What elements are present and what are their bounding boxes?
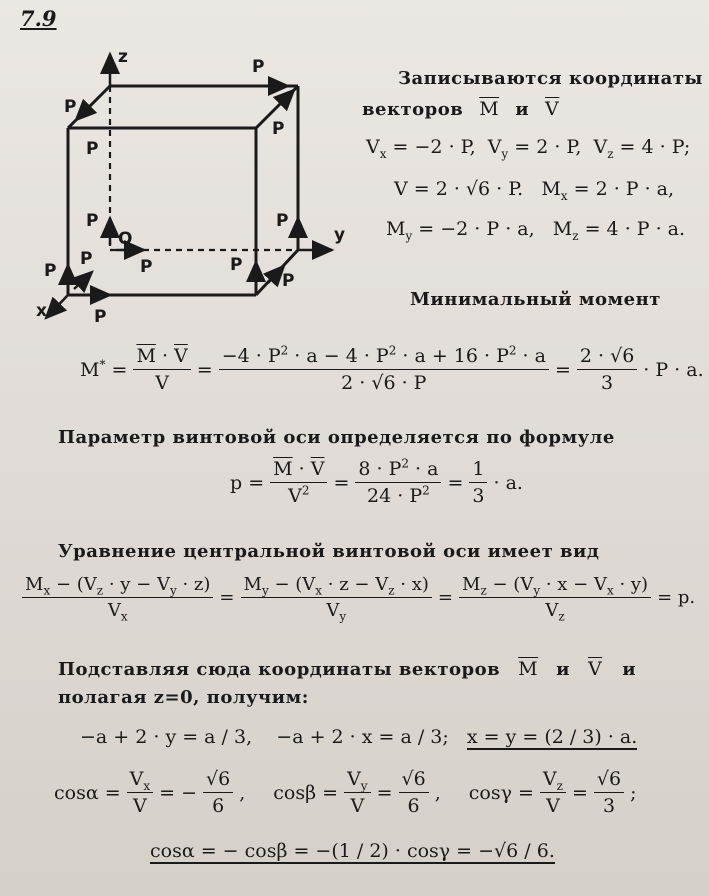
- final-relation: cosα = − cosβ = −(1 / 2) · cosγ = −√6 / 6.: [150, 840, 555, 862]
- solution-line-eq: −a + 2 · y = a / 3, −a + 2 · x = a / 3; x = y = (2 / 3) · a.: [80, 726, 638, 748]
- central-axis-title: Уравнение центральной винтовой оси имеет вид: [58, 541, 600, 562]
- vector-v-symbol: $\overline{V}$: [587, 658, 603, 680]
- conjunction-and: и: [622, 658, 637, 680]
- min-moment-title: Минимальный момент: [410, 289, 661, 310]
- subst-line-2: полагая z=0, получим:: [58, 687, 309, 708]
- origin-label: O: [118, 229, 133, 249]
- force-label: P: [86, 139, 99, 159]
- solution-result: x = y = (2 / 3) · a.: [466, 726, 638, 748]
- axis-label-y: y: [334, 225, 346, 245]
- intro-line-2-prefix: векторов: [362, 98, 464, 120]
- force-label: P: [94, 307, 107, 327]
- force-top-right-depth: [280, 90, 294, 104]
- x-axis: [46, 295, 68, 318]
- intro-line-1: Записываются координаты: [398, 68, 703, 89]
- screw-param-title: Параметр винтовой оси определяется по формуле: [58, 427, 615, 448]
- force-top-left-depth: [76, 104, 92, 120]
- force-label: P: [140, 257, 153, 277]
- parallelepiped-figure: [30, 40, 370, 340]
- my-mz-eq: $M_y = -2 \cdot P \cdot a$, $M_z = 4 \cdot P \cdot a$.: [386, 218, 686, 243]
- force-bottom-left-depth: [74, 272, 92, 289]
- axis-label-x: x: [36, 301, 47, 321]
- force-label: P: [282, 271, 295, 291]
- force-label: P: [64, 97, 77, 117]
- problem-number: 7.9: [20, 6, 57, 31]
- force-label: P: [86, 211, 99, 231]
- min-moment-eq: M* = $\frac{\overline{M} \cdot \overline{V}}{V}$ = $\frac{-4 \cdot P^2 \cdot a - 4 \cdot P^2 \cdot a + 16 \cdot P^2 \cdot a}{2 \cdot √6 \cdot P}$ = $\frac{2 \cdot √6}{3}$ · P · a.: [80, 343, 704, 394]
- force-label: P: [230, 255, 243, 275]
- force-label: P: [44, 261, 57, 281]
- intro-line-2: [362, 98, 559, 120]
- central-axis-eq: $\frac{M_x - (V_z \cdot y - V_y \cdot z)}{V_x}$ = $\frac{M_y - (V_x \cdot z - V_z \cdot x)}{V_y}$ = $\frac{M_z - (V_y \cdot x - V_x \cdot y)}{V_z}$ = p.: [22, 574, 695, 621]
- subst-line-1-prefix: Подставляя сюда координаты векторов: [58, 658, 501, 680]
- vector-v-symbol: $\overline{V}$: [545, 98, 560, 120]
- final-relation-eq: [150, 840, 555, 862]
- screw-param-eq: p = $\frac{\overline{M} \cdot \overline{V}}{V^2}$ = $\frac{8 \cdot P^2 \cdot a}{24 \cdot P^2}$ = $\frac{1}{3}$ · a.: [230, 456, 523, 507]
- force-label: P: [276, 211, 289, 231]
- subst-line-1: [58, 658, 636, 680]
- cosines-eq: cosα = $\frac{V_x}{V}$ = − $\frac{√6}{6}$ , cosβ = $\frac{V_y}{V}$ = $\frac{√6}{6}$ , cosγ = $\frac{V_z}{V}$ = $\frac{√6}{3}$ ;: [54, 768, 637, 817]
- force-label: P: [80, 249, 93, 269]
- v-magnitude-mx-eq: V = 2 · √6 · P. $M_x = 2 \cdot P \cdot a$,: [394, 178, 675, 203]
- conjunction-and: и: [556, 658, 570, 680]
- force-label: P: [252, 57, 265, 77]
- conjunction-and: и: [515, 98, 530, 120]
- vector-m-symbol: $\overline{M}$: [518, 658, 539, 680]
- v-components-eq: $V_x = -2 \cdot P$, $V_y = 2 \cdot P$, $V_z = 4 \cdot P$;: [366, 136, 691, 161]
- force-label: P: [272, 119, 285, 139]
- axis-label-z: z: [118, 47, 128, 67]
- vector-m-symbol: $\overline{M}$: [479, 98, 500, 120]
